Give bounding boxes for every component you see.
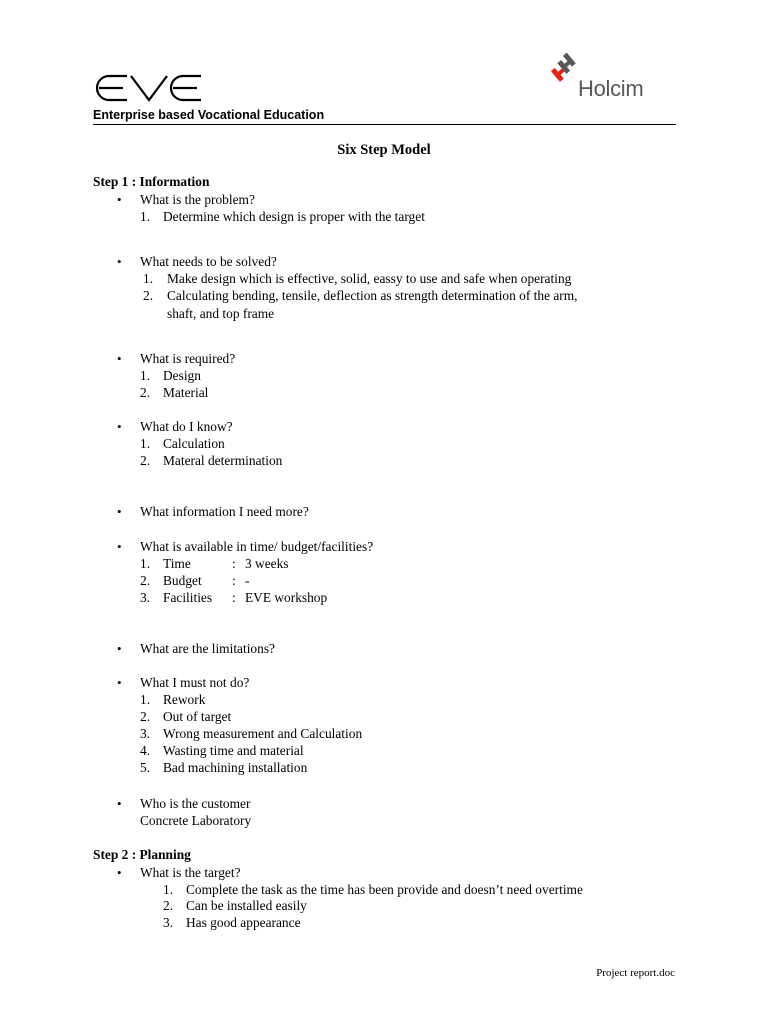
list-number: 2.: [140, 709, 151, 724]
holcim-logo-icon: [548, 52, 580, 84]
bullet: •: [117, 675, 122, 690]
list-item: Materal determination: [163, 453, 283, 468]
bullet: •: [117, 539, 122, 554]
list-item: Wasting time and material: [163, 743, 304, 758]
list-item: Design: [163, 368, 201, 383]
question-limitations: What are the limitations?: [140, 641, 275, 656]
list-item: Material: [163, 385, 209, 400]
question-required: What is required?: [140, 351, 236, 366]
question-know: What do I know?: [140, 419, 233, 434]
document-title: Six Step Model: [337, 142, 431, 158]
resource-value: 3 weeks: [245, 556, 289, 571]
list-number: 3.: [140, 590, 151, 605]
question-information: What information I need more?: [140, 504, 309, 519]
step1-heading: Step 1 : Information: [93, 174, 210, 189]
question-target: What is the target?: [140, 865, 241, 880]
org-name: Enterprise based Vocational Education: [93, 108, 325, 122]
list-number: 3.: [163, 915, 174, 930]
list-number: 1.: [140, 368, 151, 383]
list-number: 1.: [143, 271, 154, 286]
bullet: •: [117, 351, 122, 366]
list-number: 2.: [163, 898, 174, 913]
list-number: 5.: [140, 760, 151, 775]
step2-heading: Step 2 : Planning: [93, 847, 191, 862]
list-item: Has good appearance: [186, 915, 301, 930]
question-available: What is available in time/ budget/facilities?: [140, 539, 374, 554]
bullet: •: [117, 796, 122, 811]
colon: :: [232, 573, 236, 588]
list-item: Complete the task as the time has been provide and doesn’t need overtime: [186, 882, 583, 897]
question-problem: What is the problem?: [140, 192, 255, 207]
bullet: •: [117, 641, 122, 656]
question-customer: Who is the customer: [140, 796, 251, 811]
colon: :: [232, 556, 236, 571]
bullet: •: [117, 865, 122, 880]
list-item: Calculating bending, tensile, deflection as strength determination of the arm,: [167, 288, 578, 303]
resource-value: -: [245, 573, 250, 588]
list-item: Out of target: [163, 709, 232, 724]
footer-filename: Project report.doc: [596, 967, 675, 979]
eve-logo: [93, 70, 205, 106]
list-number: 1.: [140, 556, 151, 571]
list-item: Rework: [163, 692, 206, 707]
list-number: 4.: [140, 743, 151, 758]
bullet: •: [117, 504, 122, 519]
resource-value: EVE workshop: [245, 590, 328, 605]
list-item: Make design which is effective, solid, eassy to use and safe when operating: [167, 271, 572, 286]
bullet: •: [117, 192, 122, 207]
list-number: 1.: [140, 436, 151, 451]
list-number: 1.: [163, 882, 174, 897]
list-item: Wrong measurement and Calculation: [163, 726, 363, 741]
list-number: 2.: [140, 573, 151, 588]
resource-label: Facilities: [163, 590, 213, 605]
list-item: Can be installed easily: [186, 898, 307, 913]
question-solve: What needs to be solved?: [140, 254, 277, 269]
header-rule: [93, 124, 676, 125]
list-item: Bad machining installation: [163, 760, 308, 775]
resource-label: Budget: [163, 573, 202, 588]
list-number: 2.: [140, 385, 151, 400]
list-number: 1.: [140, 209, 151, 224]
list-number: 2.: [140, 453, 151, 468]
customer-answer: Concrete Laboratory: [140, 813, 252, 828]
question-must-not: What I must not do?: [140, 675, 250, 690]
list-number: 2.: [143, 288, 154, 303]
list-number: 3.: [140, 726, 151, 741]
list-item-continued: shaft, and top frame: [167, 306, 275, 321]
list-item: Determine which design is proper with the target: [163, 209, 425, 224]
list-item: Calculation: [163, 436, 225, 451]
bullet: •: [117, 254, 122, 269]
bullet: •: [117, 419, 122, 434]
list-number: 1.: [140, 692, 151, 707]
colon: :: [232, 590, 236, 605]
holcim-logo-text: Holcim: [578, 76, 644, 101]
resource-label: Time: [163, 556, 191, 571]
